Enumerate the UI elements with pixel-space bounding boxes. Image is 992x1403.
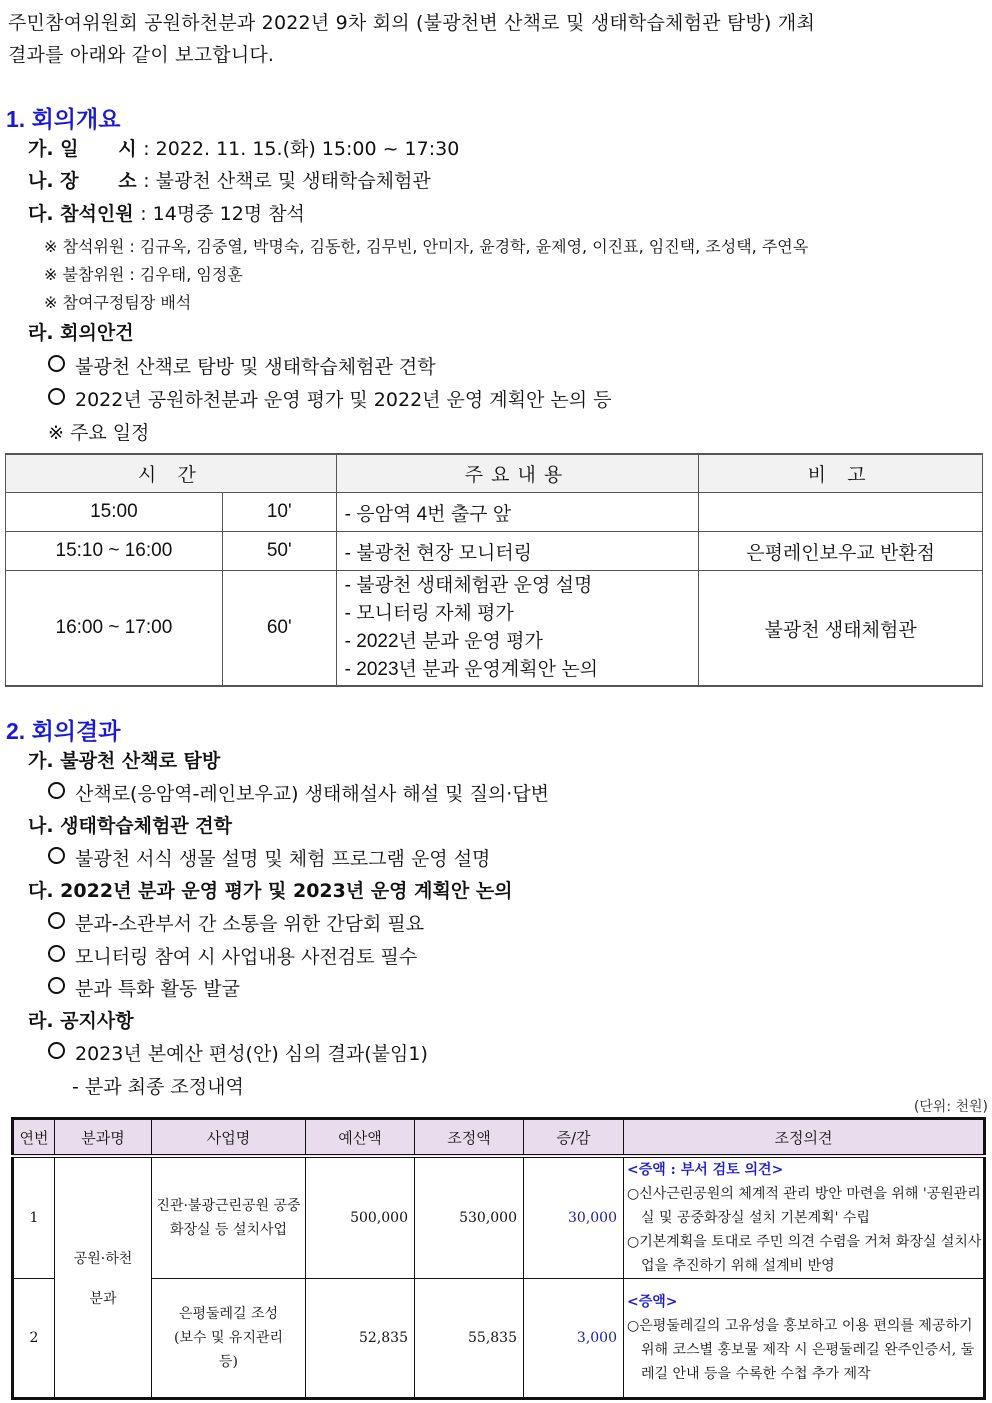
project-line: 진관·불광근린공원 공중 — [156, 1198, 301, 1214]
schedule-note: 불광천 생태체험관 — [699, 571, 983, 687]
place-label — [28, 166, 431, 193]
schedule-time: 15:00 — [6, 493, 223, 532]
budget-header-adjusted: 조정액 — [415, 1119, 524, 1157]
circle-bullet-icon — [48, 912, 65, 929]
attendance-label — [28, 199, 305, 226]
result-b-item — [48, 844, 490, 871]
budget-change: 3,000 — [524, 1279, 624, 1399]
agenda-label: 라. 회의안건 — [28, 322, 134, 344]
project-line: 등) — [219, 1354, 238, 1370]
result-item-text: 2023년 본예산 편성(안) 심의 결과(붙임1) — [75, 1043, 428, 1065]
intro-line-2: 결과를 아래와 같이 보고합니다. — [8, 44, 275, 66]
table-row — [13, 1156, 985, 1279]
result-a-item — [48, 779, 549, 806]
schedule-header-content: 주요내용 — [336, 454, 699, 493]
table-row — [13, 1279, 985, 1399]
schedule-content: - 응암역 4번 출구 앞 — [336, 493, 699, 532]
schedule-note — [699, 493, 983, 532]
budget-header-opinion: 조정의견 — [624, 1119, 985, 1157]
place-label-text: 나. 장 소 — [28, 170, 137, 192]
opinion-item: ○신사근린공원의 체계적 관리 방안 마련을 위해 '공원관리실 및 공중화장실 설치 기본계획' 수립 — [627, 1186, 981, 1226]
date-value: : 2022. 11. 15.(화) 15:00 ~ 17:30 — [143, 138, 460, 160]
budget-header-project: 사업명 — [152, 1119, 306, 1157]
budget-project — [152, 1279, 306, 1399]
agenda-item-text: 불광천 산책로 탐방 및 생태학습체험관 견학 — [75, 356, 436, 378]
agenda-item-text: 2022년 공원하천분과 운영 평가 및 2022년 운영 계획안 논의 등 — [75, 389, 612, 411]
opinion-item: ○은평둘레길의 고유성을 홍보하고 이용 편의를 제공하기 위해 코스별 홍보물 제작 시 은평둘레길 완주인증서, 둘레길 안내 등을 수록한 수첩 추가 제작 — [627, 1318, 975, 1382]
project-line: 화장실 등 설치사업 — [169, 1222, 288, 1238]
attendance-label-text: 다. 참석인원 — [28, 203, 134, 225]
schedule-content-line: - 2022년 분과 운영 평가 — [344, 631, 543, 652]
result-c-item — [48, 909, 424, 936]
result-item-text: 모니터링 참여 시 사업내용 사전검토 필수 — [75, 946, 418, 968]
schedule-note: 은평레인보우교 반환점 — [699, 532, 983, 571]
agenda-item — [48, 385, 612, 412]
circle-bullet-icon — [48, 945, 65, 962]
circle-bullet-icon — [48, 847, 65, 864]
section-2-title: 2. 회의결과 — [6, 718, 121, 744]
agenda-item — [48, 352, 436, 379]
result-item-text: 불광천 서식 생물 설명 및 체험 프로그램 운영 설명 — [75, 848, 491, 870]
budget-table — [11, 1117, 986, 1400]
budget-amount: 500,000 — [306, 1156, 415, 1279]
budget-division — [55, 1156, 152, 1399]
date-label-text: 가. 일 시 — [28, 138, 137, 160]
schedule-header-note: 비 고 — [699, 454, 983, 493]
result-a-label: 가. 불광천 산책로 탐방 — [28, 750, 221, 772]
result-c-item — [48, 942, 417, 969]
result-item-text: 분과 특화 활동 발굴 — [75, 978, 240, 1000]
schedule-content-line: - 2023년 분과 운영계획안 논의 — [344, 659, 598, 680]
schedule-duration: 50' — [222, 532, 336, 571]
note-team-leader: ※ 참여구정팀장 배석 — [44, 293, 192, 312]
result-d-label: 라. 공지사항 — [28, 1010, 134, 1032]
note-attending-members: ※ 참석위원 : 김규옥, 김중열, 박명숙, 김동한, 김무빈, 안미자, 윤경학, 윤제영, 이진표, 임진택, 조성택, 주연옥 — [44, 237, 809, 256]
place-value: : 불광천 산책로 및 생태학습체험관 — [143, 170, 431, 192]
schedule-content-line: - 모니터링 자체 평가 — [344, 603, 514, 624]
schedule-duration: 10' — [222, 493, 336, 532]
schedule-time: 16:00 ~ 17:00 — [6, 571, 223, 687]
circle-bullet-icon — [48, 355, 65, 372]
budget-opinion — [624, 1279, 985, 1399]
budget-adjusted: 530,000 — [415, 1156, 524, 1279]
schedule-note: ※ 주요 일정 — [48, 422, 150, 444]
schedule-table — [5, 453, 983, 687]
circle-bullet-icon — [48, 388, 65, 405]
result-d-item — [48, 1039, 428, 1066]
schedule-content — [336, 571, 699, 687]
circle-bullet-icon — [48, 977, 65, 994]
result-c-label: 다. 2022년 분과 운영 평가 및 2023년 운영 계획안 논의 — [28, 880, 513, 902]
schedule-duration: 60' — [222, 571, 336, 687]
circle-bullet-icon — [48, 782, 65, 799]
note-absent-members: ※ 불참위원 : 김우태, 임정훈 — [44, 265, 243, 284]
budget-change: 30,000 — [524, 1156, 624, 1279]
result-item-text: 산책로(응암역-레인보우교) 생태해설사 해설 및 질의·답변 — [75, 783, 550, 805]
attendance-value: : 14명중 12명 참석 — [140, 203, 305, 225]
result-b-label: 나. 생태학습체험관 견학 — [28, 815, 232, 837]
budget-opinion — [624, 1156, 985, 1279]
opinion-tag: <증액> — [627, 1294, 678, 1310]
schedule-time: 15:10 ~ 16:00 — [6, 532, 223, 571]
budget-header-division: 분과명 — [55, 1119, 152, 1157]
budget-header-budget: 예산액 — [306, 1119, 415, 1157]
table-row — [6, 532, 983, 571]
budget-amount: 52,835 — [306, 1279, 415, 1399]
budget-project — [152, 1156, 306, 1279]
schedule-content-line: - 불광천 생태체험관 운영 설명 — [344, 575, 593, 596]
project-line: (보수 및 유지관리 — [173, 1330, 284, 1346]
budget-header-no: 연번 — [13, 1119, 55, 1157]
opinion-item: ○기본계획을 토대로 주민 의견 수렴을 거쳐 화장실 설치사업을 추진하기 위해 설계비 반영 — [627, 1234, 982, 1274]
table-row — [6, 571, 983, 687]
budget-adjusted: 55,835 — [415, 1279, 524, 1399]
budget-no: 1 — [13, 1156, 55, 1279]
result-d-subitem: - 분과 최종 조정내역 — [72, 1076, 244, 1098]
result-c-item — [48, 974, 240, 1001]
table-row — [6, 493, 983, 532]
result-item-text: 분과-소관부서 간 소통을 위한 간담회 필요 — [75, 913, 425, 935]
date-label — [28, 134, 459, 161]
circle-bullet-icon — [48, 1042, 65, 1059]
schedule-content: - 불광천 현장 모니터링 — [336, 532, 699, 571]
division-line: 공원·하천 — [73, 1250, 133, 1267]
budget-no: 2 — [13, 1279, 55, 1399]
opinion-tag: <증액 : 부서 검토 의견> — [627, 1162, 784, 1178]
project-line: 은평둘레길 조성 — [178, 1306, 279, 1322]
budget-header-change: 증/감 — [524, 1119, 624, 1157]
schedule-header-time: 시 간 — [6, 454, 337, 493]
unit-label: (단위: 천원) — [913, 1099, 988, 1115]
section-1-title: 1. 회의개요 — [6, 106, 121, 132]
intro-line-1: 주민참여위원회 공원하천분과 2022년 9차 회의 (불광천변 산책로 및 생태학습체험관 탐방) 개최 — [8, 12, 816, 34]
division-line: 분과 — [89, 1290, 117, 1307]
